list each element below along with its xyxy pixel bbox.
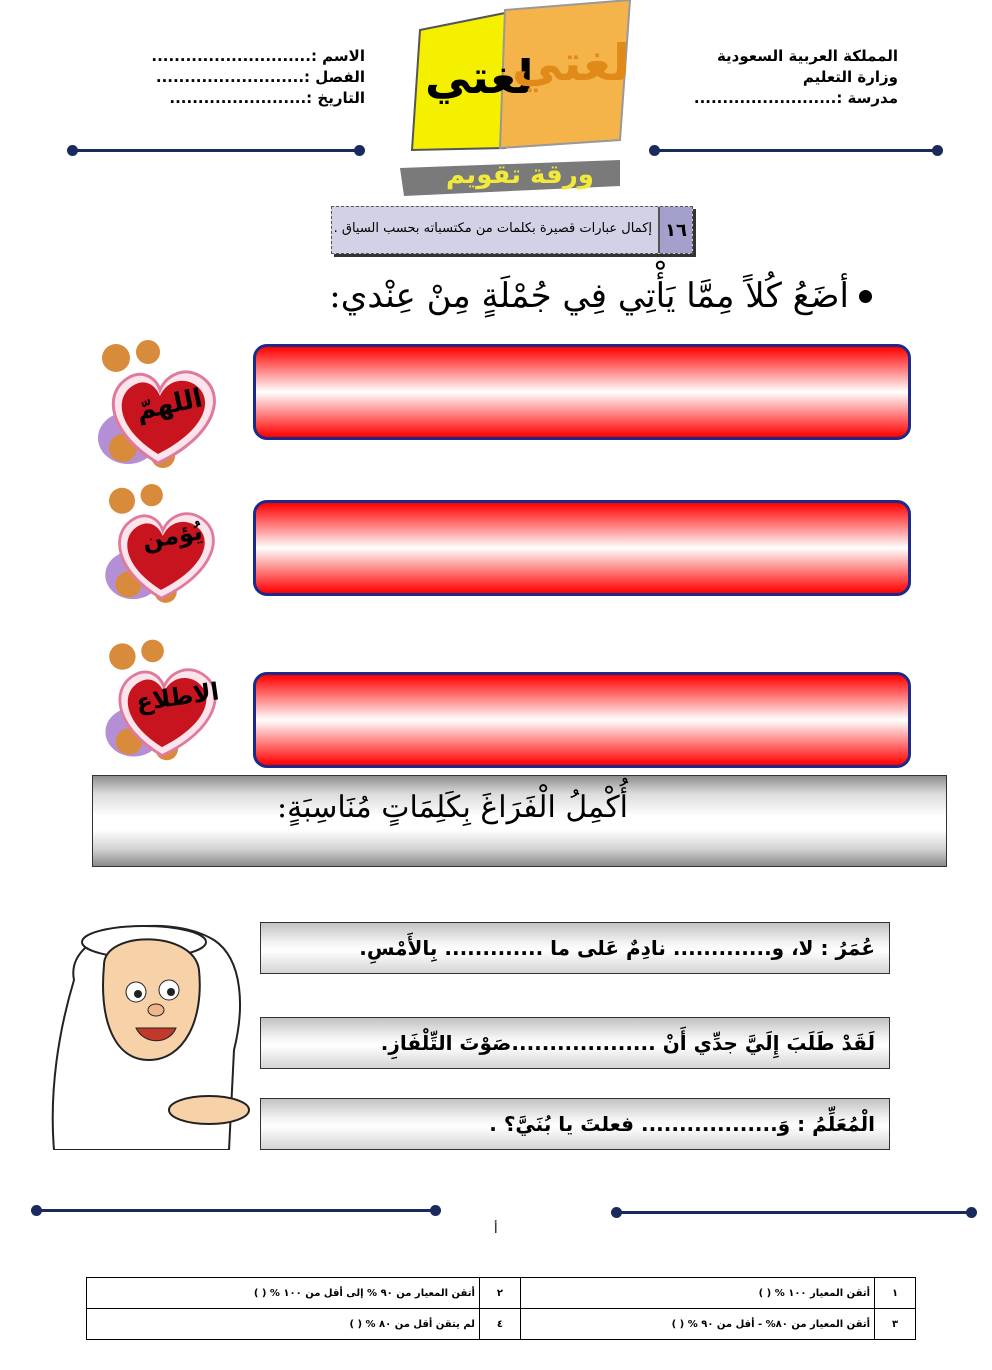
answer-box-2[interactable]	[253, 500, 911, 596]
answer-box-1[interactable]	[253, 344, 911, 440]
criteria-text[interactable]: أتقن المعيار من ٩٠ % إلى أقل من ١٠٠ % ( )	[87, 1278, 480, 1309]
divider-bottom-left	[36, 1209, 436, 1212]
name-field[interactable]: الاسم :............................	[151, 47, 365, 65]
sentence-text: عُمَرُ : لا، و............. نادِمٌ عَلى ما ............. بِالأَمْسِ.	[359, 936, 875, 960]
boy-icon	[44, 910, 258, 1150]
date-field[interactable]: التاريخ :........................	[169, 89, 365, 107]
instruction-1	[329, 276, 872, 316]
standard-text: إكمال عبارات قصيرة بكلمات من مكتسباته بحسب السياق .	[333, 221, 652, 236]
word-label: اللهمّ	[133, 383, 206, 427]
sentence-box-1[interactable]	[260, 922, 890, 974]
word-card-1	[88, 338, 228, 468]
instruction-2-text: أُكْمِلُ الْفَرَاغَ بِكَلِمَاتٍ مُنَاسِبَةٍ:	[277, 790, 628, 825]
word-card-2	[96, 480, 226, 605]
criteria-text[interactable]: أتقن المعيار ١٠٠ % ( )	[520, 1278, 874, 1309]
country-label: المملكة العربية السعودية	[716, 47, 898, 65]
word-card-3	[96, 635, 228, 763]
sentence-text: الْمُعَلِّمُ : وَ.................. فعلتَ يا بُنَيَّ؟ .	[489, 1112, 875, 1136]
ministry-label: وزارة التعليم	[802, 68, 898, 86]
standard-number: ١٦	[658, 207, 692, 253]
sentence-box-3[interactable]	[260, 1098, 890, 1150]
logo-banner: ورقة تقويم	[446, 160, 594, 190]
sentence-text: لَقَدْ طَلَبَ إِلَيَّ جدِّي أَنْ ...................صَوْتَ التِّلْفَازِ.	[380, 1031, 875, 1055]
standard-strip	[331, 206, 693, 254]
divider-bottom-right	[616, 1211, 972, 1214]
school-field[interactable]: مدرسة :.........................	[693, 89, 898, 107]
class-field[interactable]: الفصل :..........................	[155, 68, 365, 86]
school-header	[694, 46, 898, 109]
divider-left	[72, 149, 360, 152]
logo-word-back: لغتي	[512, 34, 630, 92]
answer-box-3[interactable]	[253, 672, 911, 768]
criteria-number: ٣	[875, 1309, 916, 1340]
lughati-logo	[380, 0, 650, 200]
bullet-icon	[859, 290, 872, 303]
instruction-1-text: أضَعُ كُلاً مِمَّا يَأْتِي فِي جُمْلَةٍ مِنْ عِنْدي:	[329, 276, 849, 316]
word-label: يُؤمن	[140, 516, 205, 556]
instruction-2-box	[92, 775, 947, 867]
boy-illustration	[44, 910, 258, 1150]
criteria-table	[86, 1277, 916, 1340]
criteria-number: ٢	[479, 1278, 520, 1309]
page-letter: أ	[494, 1222, 498, 1237]
criteria-number: ٤	[479, 1309, 520, 1340]
word-label: الاطلاع	[134, 677, 221, 717]
logo-word-front: لغتي	[425, 50, 534, 104]
sentence-box-2[interactable]	[260, 1017, 890, 1069]
criteria-text[interactable]: لم يتقن أقل من ٨٠ % ( )	[87, 1309, 480, 1340]
student-info	[130, 46, 365, 109]
criteria-text[interactable]: أتقن المعيار من ٨٠% - أقل من ٩٠ % ( )	[520, 1309, 874, 1340]
table-row	[87, 1309, 916, 1340]
divider-right	[654, 149, 938, 152]
criteria-number: ١	[875, 1278, 916, 1309]
table-row	[87, 1278, 916, 1309]
